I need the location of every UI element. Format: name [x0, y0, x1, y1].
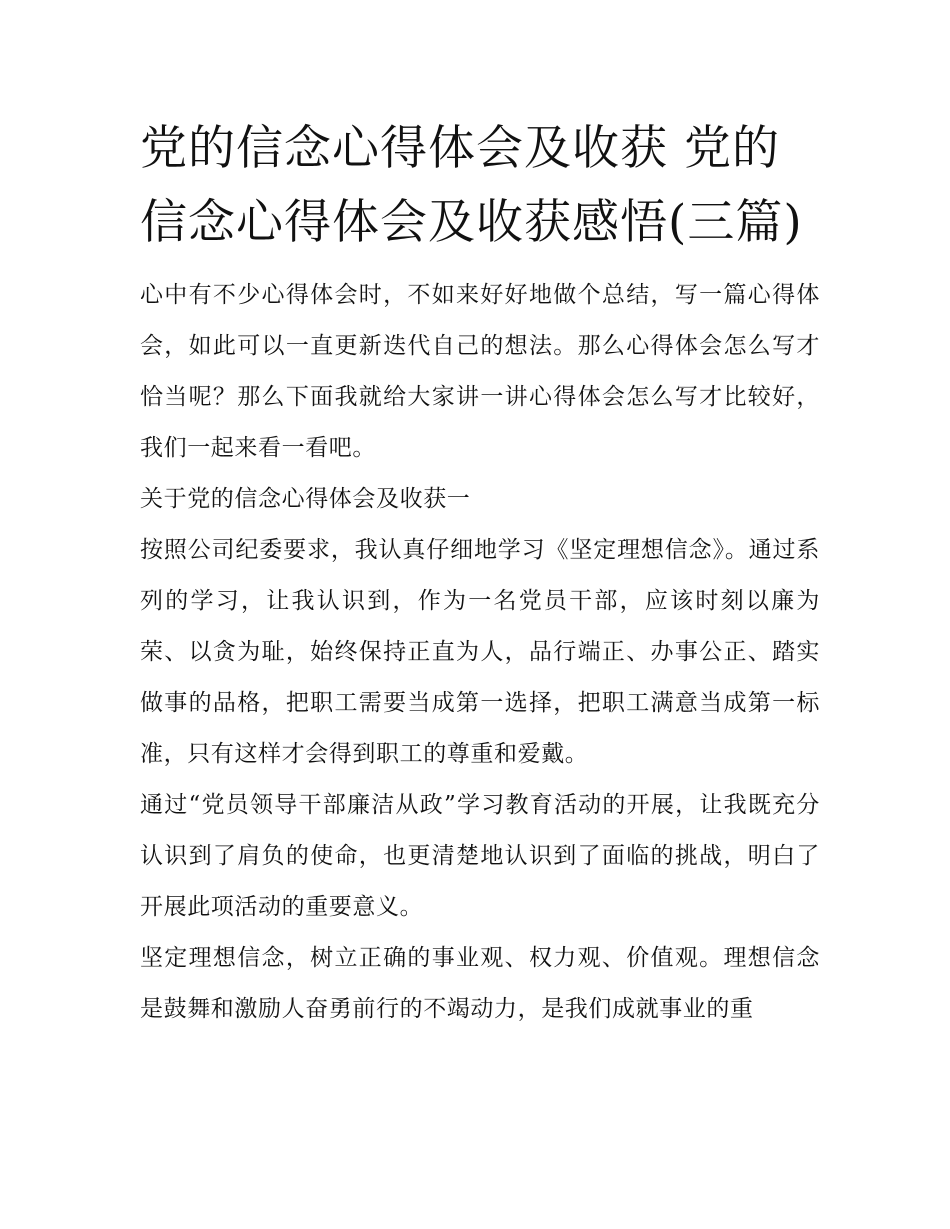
- body-paragraph: 坚定理想信念，树立正确的事业观、权力观、价值观。理想信念是鼓舞和激励人奋勇前行的不竭动力，是我们成就事业的重: [140, 945, 820, 1022]
- document-title: 党的信念心得体会及收获 党的信念心得体会及收获感悟(三篇): [140, 121, 803, 250]
- document-body: [140, 112, 820, 1035]
- section-heading: 关于党的信念心得体会及收获一: [140, 486, 471, 512]
- body-paragraph: 通过“党员领导干部廉洁从政”学习教育活动的开展，让我既充分认识到了肩负的使命，也更清楚地认识到了面临的挑战，明白了开展此项活动的重要意义。: [140, 792, 820, 920]
- intro-paragraph: 心中有不少心得体会时，不如来好好地做个总结，写一篇心得体会，如此可以一直更新迭代自己的想法。那么心得体会怎么写才恰当呢？那么下面我就给大家讲一讲心得体会怎么写才比较好，我们一起来看一看吧。: [140, 282, 820, 461]
- body-paragraph: 按照公司纪委要求，我认真仔细地学习《坚定理想信念》。通过系列的学习，让我认识到，作为一名党员干部，应该时刻以廉为荣、以贪为耻，始终保持正直为人，品行端正、办事公正、踏实做事的品格，把职工需要当成第一选择，把职工满意当成第一标准，只有这样才会得到职工的尊重和爱戴。: [140, 537, 820, 767]
